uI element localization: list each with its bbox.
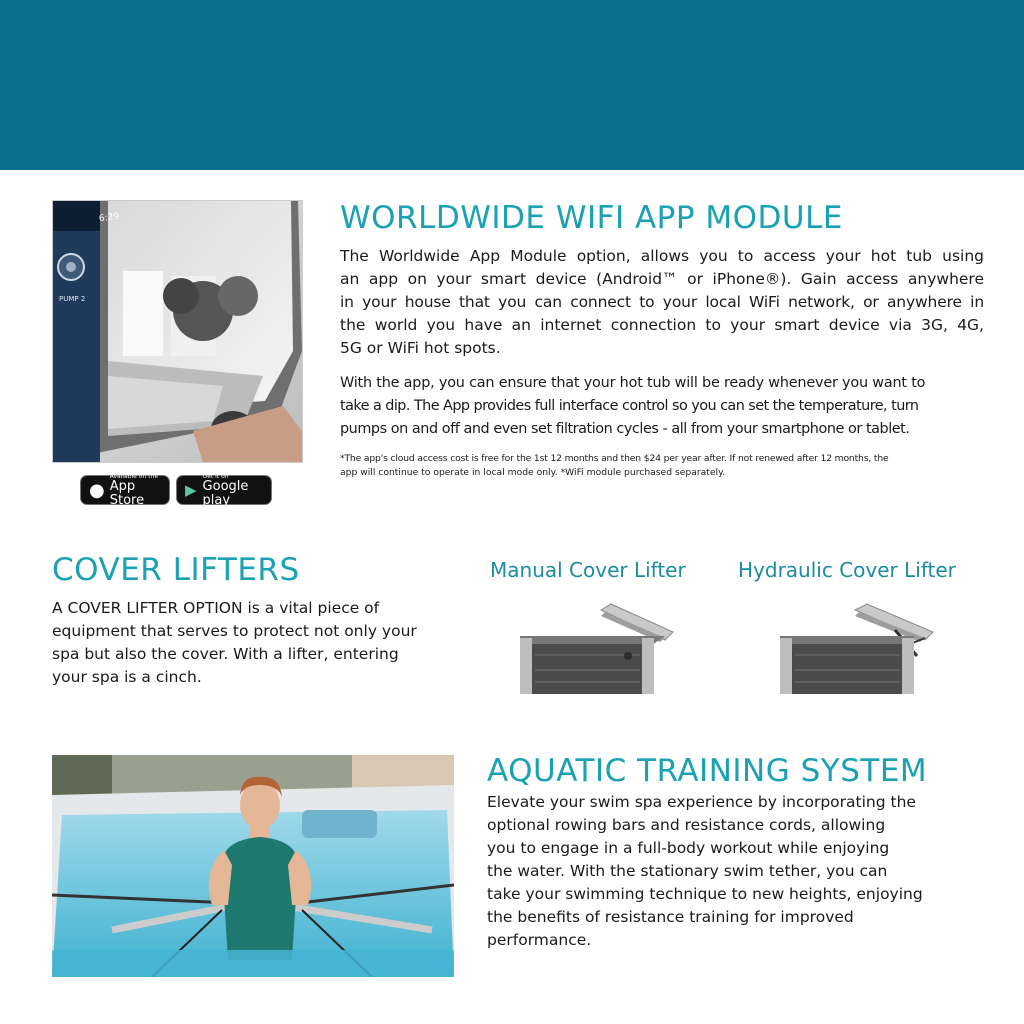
aquatic-line: take your swimming technique to new heights, enjoying (487, 885, 923, 903)
hydraulic-lifter-image (775, 600, 935, 700)
manual-lifter-label: Manual Cover Lifter (490, 558, 686, 582)
footnote-line: app will continue to operate in local mode only. *WiFi module purchased separately. (340, 467, 726, 478)
phone-time: 6:29 (98, 211, 120, 225)
app-tablet-photo (52, 200, 303, 463)
app-store-badge[interactable] (80, 472, 170, 508)
apple-icon: ● (89, 479, 105, 501)
aquatic-line: Elevate your swim spa experience by incorporating the (487, 793, 916, 811)
google-play-small-text: Get it on (202, 472, 229, 480)
cover-line: your spa is a cinch. (52, 668, 202, 686)
top-banner (0, 0, 1024, 170)
cover-line: equipment that serves to protect not only your (52, 622, 417, 640)
wifi-paragraph-2 (340, 372, 984, 441)
google-play-big-text: Google play (202, 478, 249, 508)
wifi-p2-line: take a dip. The App provides full interface control so you can set the temperature, turn (340, 398, 919, 414)
cover-line: spa but also the cover. With a lifter, entering (52, 645, 399, 663)
wifi-p1-line: in your house that you can connect to your local WiFi network, or anywhere in (340, 293, 984, 311)
wifi-p2-line: With the app, you can ensure that your hot tub will be ready whenever you want to (340, 375, 926, 391)
footnote-line: *The app's cloud access cost is free for the 1st 12 months and then $24 per year after. If not renewed after 12 months, the (340, 453, 889, 464)
aquatic-line: performance. (487, 931, 592, 949)
manual-lifter-image (515, 600, 675, 700)
aquatic-line: you to engage in a full-body workout while enjoying (487, 839, 890, 857)
aquatic-line: the benefits of resistance training for improved (487, 908, 854, 926)
aquatic-line: the water. With the stationary swim tether, you can (487, 862, 888, 880)
phone-pump-label: PUMP 2 (59, 295, 86, 303)
aquatic-line: optional rowing bars and resistance cords, allowing (487, 816, 886, 834)
hydraulic-lifter-label: Hydraulic Cover Lifter (738, 558, 956, 582)
wifi-p1-line: the world you have an internet connection to your smart device via 3G, 4G, (340, 316, 984, 334)
wifi-p1-line: an app on your smart device (Android™ or iPhone®). Gain access anywhere (340, 270, 984, 288)
wifi-paragraph-1 (340, 245, 984, 360)
wifi-heading: WORLDWIDE WIFI APP MODULE (340, 200, 843, 236)
wifi-p1-line: 5G or WiFi hot spots. (340, 339, 501, 357)
google-play-badge[interactable] (176, 472, 272, 508)
app-store-big-text: App Store (109, 478, 145, 508)
aquatic-heading: AQUATIC TRAINING SYSTEM (487, 753, 928, 789)
cover-line: A COVER LIFTER OPTION is a vital piece of (52, 599, 380, 617)
app-store-small-text: Available on the (109, 472, 159, 480)
wifi-footnote (340, 452, 984, 480)
cover-text (52, 597, 452, 689)
wifi-p1-line: The Worldwide App Module option, allows you to access your hot tub using (340, 247, 984, 265)
aquatic-training-photo (52, 755, 454, 977)
play-icon: ▶ (185, 481, 197, 499)
wifi-p2-line: pumps on and off and even set filtration cycles - all from your smartphone or tablet. (340, 421, 910, 437)
aquatic-text (487, 791, 987, 952)
cover-heading: COVER LIFTERS (52, 552, 300, 588)
